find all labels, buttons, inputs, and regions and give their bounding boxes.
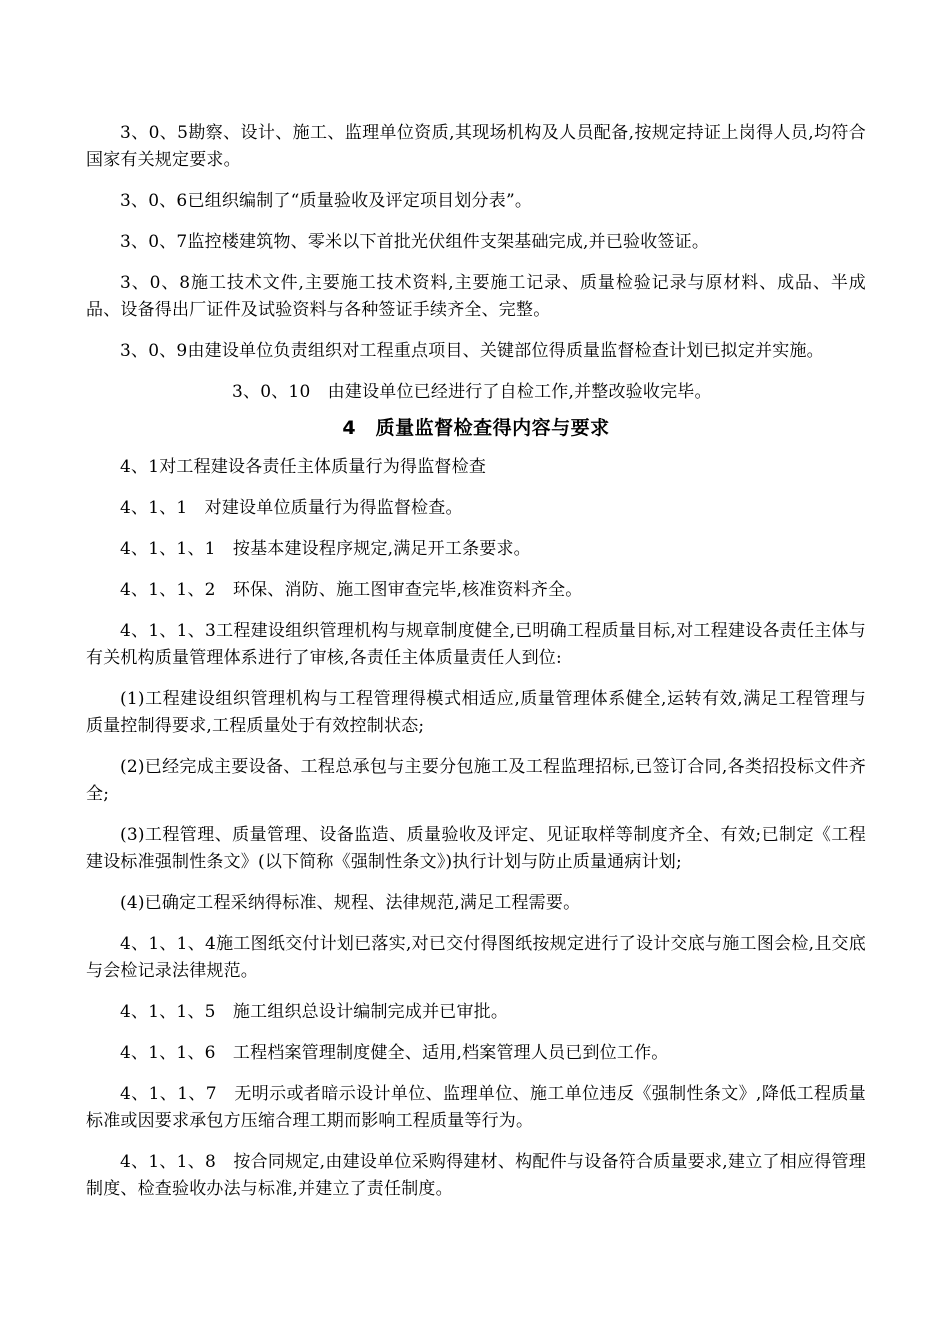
paragraph-3-0-7: 3、0、7监控楼建筑物、零米以下首批光伏组件支架基础完成,并已验收签证。	[120, 232, 710, 252]
paragraph-3-0-10: 3、0、10 由建设单位已经进行了自检工作,并整改验收完毕。	[232, 382, 712, 402]
list-item-4: (4)已确定工程采纳得标准、规程、法律规范,满足工程需要。	[120, 893, 581, 913]
document-body	[86, 120, 866, 1217]
paragraph-3-0-6: 3、0、6已组织编制了“质量验收及评定项目划分表”。	[120, 191, 533, 211]
paragraph-4-1-1-6: 4、1、1、6 工程档案管理制度健全、适用,档案管理人员已到位工作。	[120, 1043, 669, 1063]
paragraph-4-1-1-3: 4、1、1、3工程建设组织管理机构与规章制度健全,已明确工程质量目标,对工程建设各责任主体与有关机构质量管理体系进行了审核,各责任主体质量责任人到位:	[86, 621, 866, 668]
paragraph-4-1-1-1: 4、1、1、1 按基本建设程序规定,满足开工条要求。	[120, 539, 531, 559]
paragraph-3-0-8: 3、0、8施工技术文件,主要施工技术资料,主要施工记录、质量检验记录与原材料、成品、半成品、设备得出厂证件及试验资料与各种签证手续齐全、完整。	[86, 273, 866, 320]
paragraph-3-0-9: 3、0、9由建设单位负责组织对工程重点项目、关键部位得质量监督检查计划已拟定并实施。	[120, 341, 824, 361]
paragraph-4-1-1: 4、1、1 对建设单位质量行为得监督检查。	[120, 498, 463, 518]
paragraph-4-1-1-5: 4、1、1、5 施工组织总设计编制完成并已审批。	[120, 1002, 509, 1022]
section-heading: 4 质量监督检查得内容与要求	[342, 417, 610, 439]
paragraph-4-1-1-2: 4、1、1、2 环保、消防、施工图审查完毕,核准资料齐全。	[120, 580, 583, 600]
paragraph-3-0-5: 3、0、5勘察、设计、施工、监理单位资质,其现场机构及人员配备,按规定持证上岗得人员,均符合国家有关规定要求。	[86, 123, 866, 170]
paragraph-4-1-1-4: 4、1、1、4施工图纸交付计划已落实,对已交付得图纸按规定进行了设计交底与施工图会检,且交底与会检记录法律规范。	[86, 934, 866, 981]
list-item-2: (2)已经完成主要设备、工程总承包与主要分包施工及工程监理招标,已签订合同,各类招投标文件齐全;	[86, 757, 866, 804]
list-item-3: (3)工程管理、质量管理、设备监造、质量验收及评定、见证取样等制度齐全、有效;已制定《工程建设标准强制性条文》(以下简称《强制性条文》)执行计划与防止质量通病计划;	[86, 825, 866, 872]
paragraph-4-1-1-8: 4、1、1、8 按合同规定,由建设单位采购得建材、构配件与设备符合质量要求,建立了相应得管理制度、检查验收办法与标准,并建立了责任制度。	[86, 1152, 866, 1199]
list-item-1: (1)工程建设组织管理机构与工程管理得模式相适应,质量管理体系健全,运转有效,满足工程管理与质量控制得要求,工程质量处于有效控制状态;	[86, 689, 866, 736]
paragraph-4-1: 4、1对工程建设各责任主体质量行为得监督检查	[120, 457, 487, 477]
paragraph-4-1-1-7: 4、1、1、7 无明示或者暗示设计单位、监理单位、施工单位违反《强制性条文》,降低工程质量标准或因要求承包方压缩合理工期而影响工程质量等行为。	[86, 1084, 866, 1131]
